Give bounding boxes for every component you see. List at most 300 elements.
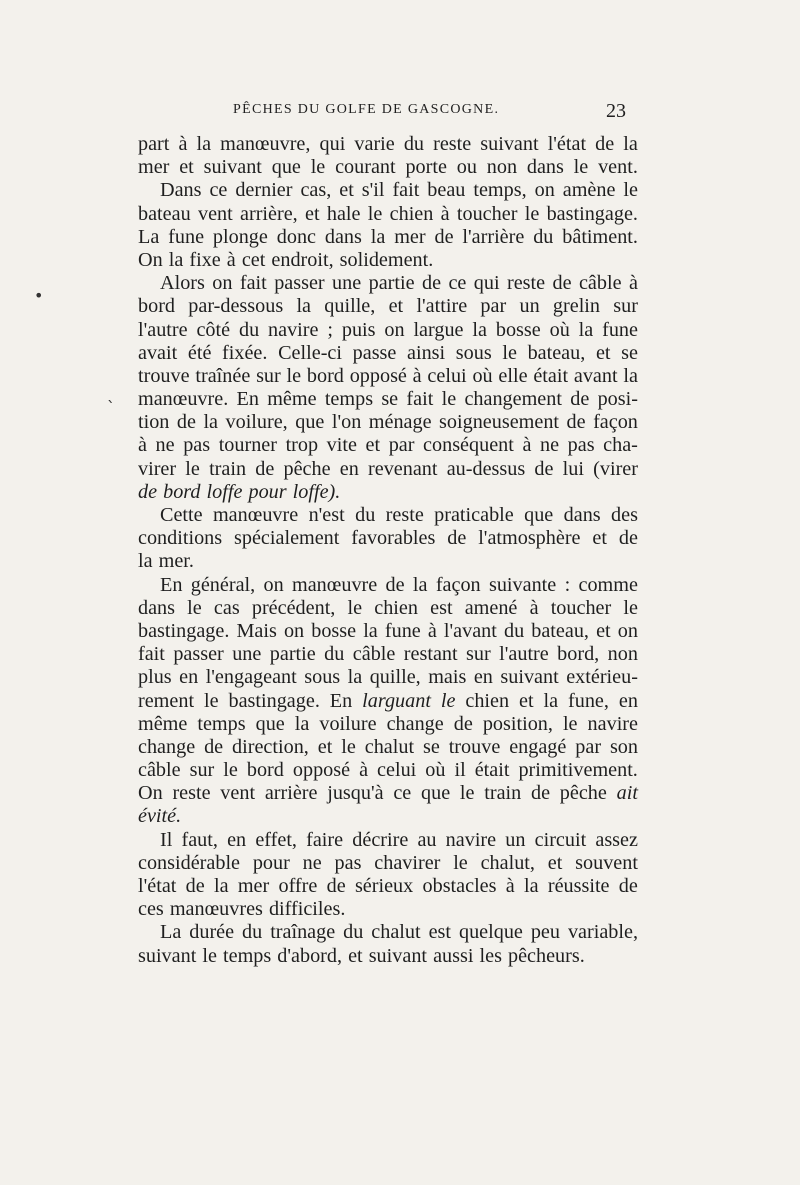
word: En (329, 689, 353, 712)
word: qui (319, 133, 346, 155)
word: pour (252, 851, 290, 874)
running-title: PÊCHES DU GOLFE DE GASCOGNE. (233, 102, 500, 117)
text-line (138, 852, 638, 875)
word: l'autre (138, 318, 188, 341)
word: pas (334, 851, 362, 874)
word: bord (306, 364, 344, 387)
word: conditions (138, 527, 223, 550)
word: mer (237, 875, 270, 897)
word: où (472, 364, 493, 387)
word: extérieu- (566, 666, 638, 689)
word: trouve (448, 735, 501, 758)
word: la (623, 133, 638, 155)
word: l'atmosphère (478, 527, 581, 550)
word: la (296, 295, 312, 318)
word: dans (563, 504, 601, 526)
word: en (227, 828, 247, 851)
word: comme (578, 573, 638, 596)
word: fait (406, 388, 434, 411)
word: navire (587, 712, 638, 735)
word: posi- (597, 388, 638, 411)
word: dans (526, 156, 564, 179)
text-line (138, 945, 638, 968)
word: et (519, 689, 534, 712)
word: sérieux (354, 875, 414, 897)
word: loffe). (292, 480, 341, 503)
word: non (486, 156, 518, 179)
word: rement (138, 689, 195, 712)
word: suivant (500, 666, 559, 689)
word: passer (173, 643, 224, 666)
word: celui (427, 364, 467, 387)
word: même (267, 388, 317, 411)
word: aussi (433, 944, 474, 967)
word: à (178, 133, 188, 155)
word: ce (393, 782, 412, 805)
word: difficiles. (268, 898, 346, 921)
word: le (203, 689, 219, 712)
text-line (138, 342, 638, 365)
word: et (365, 434, 381, 457)
word: pas (183, 434, 211, 457)
word: amène (562, 179, 616, 202)
word: : (564, 573, 571, 596)
word: conséquent (423, 434, 514, 457)
word: des (611, 504, 638, 526)
word: soigneusement (439, 411, 560, 434)
text-line (138, 875, 638, 898)
word: que (271, 156, 301, 179)
word: effet, (255, 828, 297, 851)
word: opposé (349, 364, 407, 387)
text-line (138, 365, 638, 388)
word: quelque (458, 921, 523, 944)
word: son (609, 735, 638, 758)
word: endroit, (271, 248, 334, 271)
word: et (547, 851, 563, 874)
word: navire (268, 318, 319, 341)
word: et (339, 179, 354, 202)
word: on (212, 272, 233, 295)
word: manœuvre (292, 573, 378, 596)
word: décrire (352, 828, 409, 851)
page-number: 23 (606, 100, 626, 122)
word: mais (428, 666, 467, 689)
word: fait (138, 643, 165, 666)
text-line (138, 550, 638, 573)
word: lui (562, 457, 584, 480)
word: On (138, 782, 163, 805)
word: fait (392, 179, 420, 202)
word: une (232, 643, 262, 666)
word: fait (239, 272, 267, 295)
word: tion (138, 411, 170, 434)
word: à (505, 875, 515, 897)
word: suivant (368, 944, 428, 967)
word: suivante (488, 573, 557, 596)
word: part (138, 133, 170, 155)
text-line (138, 203, 638, 226)
word: peu (530, 921, 560, 944)
word: sous (304, 666, 341, 689)
text-line (138, 643, 638, 666)
word: opposé (292, 759, 351, 782)
text-line (138, 272, 638, 295)
word: favorables (351, 527, 436, 550)
word: et (592, 527, 607, 550)
word: puis (341, 318, 376, 341)
word: le (502, 341, 517, 364)
word: celui (377, 759, 417, 782)
word: la (472, 318, 487, 341)
word: fixe (189, 248, 221, 271)
word: à (359, 759, 369, 782)
margin-tick-mark: ` (107, 398, 115, 417)
word: la (543, 689, 559, 712)
word: avant (573, 364, 618, 387)
word: de (385, 573, 405, 596)
word: manœuvres (169, 898, 263, 921)
word: suivant (480, 133, 539, 155)
word: chavirer (374, 851, 441, 874)
word: jusqu'à (327, 782, 384, 805)
word: La (160, 921, 182, 944)
word: manœuvre. (138, 388, 229, 411)
word: de (185, 875, 205, 897)
word: le (440, 689, 456, 712)
word: est (430, 596, 453, 619)
word: la (578, 318, 594, 341)
word: à (529, 596, 539, 619)
word: loffe (206, 480, 243, 503)
word: plus (138, 666, 172, 689)
word: le (459, 782, 475, 805)
word: précédent, (251, 596, 336, 619)
text-line (138, 411, 638, 434)
word: la (294, 712, 310, 735)
word: durée (189, 921, 235, 944)
word: façon (593, 411, 638, 434)
word: suivant (138, 944, 197, 967)
word: de (534, 457, 554, 480)
word: le (223, 759, 238, 782)
word: et (595, 341, 611, 364)
word: un (505, 828, 526, 851)
word: que (295, 411, 325, 434)
word: de (618, 875, 638, 897)
word: suivant (203, 156, 262, 179)
word: temps (197, 712, 246, 735)
word: la (138, 550, 153, 573)
word: cas (213, 596, 240, 619)
word: à (427, 619, 437, 642)
word: non (607, 643, 638, 666)
word: les (479, 944, 502, 967)
word: position, (482, 712, 553, 735)
word: traînage (270, 921, 336, 944)
word: largue (413, 318, 464, 341)
word: souvent (575, 851, 638, 874)
word: cas, (300, 179, 332, 202)
word: le (573, 156, 589, 179)
word: avait (138, 341, 178, 364)
word: arrière (264, 782, 318, 805)
word: le (341, 735, 356, 758)
word: cet (241, 248, 266, 271)
word: vent. (598, 156, 638, 179)
word: vite (326, 434, 357, 457)
word: le (286, 364, 302, 387)
text-line (138, 319, 638, 342)
margin-dot-mark: • (34, 286, 44, 305)
word: et (305, 202, 320, 225)
word: à (522, 434, 532, 457)
word: de (447, 527, 467, 550)
word: vent (220, 782, 256, 805)
word: se (422, 735, 440, 758)
word: du (533, 225, 554, 248)
word: restant (403, 643, 458, 666)
word: bastingage. (138, 619, 230, 642)
word: on (263, 573, 284, 596)
word: que (421, 782, 451, 805)
word: temps (324, 388, 374, 411)
word: le (185, 457, 200, 480)
word: spécialement (234, 527, 340, 550)
text-line (138, 574, 638, 597)
text-line (138, 782, 638, 805)
word: sous (455, 341, 492, 364)
word: fune (384, 619, 421, 642)
word: la (203, 411, 219, 434)
word: traînée (195, 364, 251, 387)
word: reste (506, 272, 546, 295)
word: chalut (371, 921, 421, 944)
word: la (370, 225, 386, 248)
text-line (138, 527, 638, 550)
word: le (524, 202, 540, 225)
word: variable, (567, 921, 638, 944)
word: chien (465, 689, 510, 712)
word: reste (433, 133, 472, 155)
word: direction, (232, 735, 309, 758)
word: train (484, 782, 522, 805)
word: la (412, 573, 428, 596)
word: où (425, 759, 446, 782)
word: Alors (160, 272, 205, 295)
word: bateau, (531, 619, 589, 642)
word: du (324, 643, 345, 666)
word: En (160, 573, 183, 596)
word: le (310, 156, 326, 179)
word: à (138, 434, 147, 457)
text-line (138, 759, 638, 782)
word: bord, (557, 643, 600, 666)
word: de (204, 735, 224, 758)
text-line (138, 921, 638, 944)
word: évité. (138, 805, 182, 828)
text-line (138, 133, 638, 156)
word: bateau (138, 202, 191, 225)
word: l'avant (443, 619, 497, 642)
word: dernier (235, 179, 293, 202)
word: Cette (160, 504, 203, 526)
text-line (138, 295, 638, 318)
word: et (596, 619, 611, 642)
word: elle (498, 364, 528, 387)
word: sur (189, 759, 215, 782)
word: et (348, 944, 363, 967)
word: la (623, 364, 638, 387)
word: pêche (559, 782, 607, 805)
word: chien (374, 596, 418, 619)
text-line (138, 388, 638, 411)
page-header (138, 100, 624, 128)
text-line (138, 829, 638, 852)
word: que (255, 712, 285, 735)
word: sur (613, 295, 638, 318)
word: dans (138, 596, 176, 619)
text-line (138, 156, 638, 179)
text-line (138, 690, 638, 713)
word: de (255, 457, 275, 480)
text-line (138, 805, 638, 828)
word: arrière, (240, 202, 298, 225)
word: l'on (331, 411, 362, 434)
word: on (534, 179, 555, 202)
word: du (503, 619, 525, 642)
word: se (621, 341, 638, 364)
word: on (617, 619, 638, 642)
word: voilure (319, 712, 377, 735)
word: l'attire (416, 295, 468, 318)
word: du (242, 921, 263, 944)
word: solidement. (339, 248, 434, 271)
word: partie (269, 643, 316, 666)
word: change (138, 735, 196, 758)
word: du (355, 504, 376, 526)
word: au-dessus (446, 457, 526, 480)
word: varie (354, 133, 395, 155)
word: en (618, 689, 638, 712)
word: Celle-ci (278, 341, 342, 364)
word: En (236, 388, 259, 411)
word: chalut (364, 735, 415, 758)
word: le (367, 202, 383, 225)
word: ce (448, 272, 467, 295)
word: était (533, 364, 569, 387)
word: ait (616, 782, 638, 805)
word: mer. (158, 550, 194, 573)
text-line (138, 620, 638, 643)
word: la (213, 875, 229, 897)
word: trop (285, 434, 319, 457)
word: le (202, 944, 217, 967)
word: faut, (181, 828, 218, 851)
text-line (138, 666, 638, 689)
word: fune (168, 225, 205, 248)
word: temps, (473, 179, 527, 202)
word: toucher (550, 596, 612, 619)
word: quille, (324, 295, 376, 318)
word: on (283, 619, 305, 642)
word: été (187, 341, 212, 364)
text-line (138, 458, 638, 481)
word: l'état (138, 875, 177, 897)
word: donc (276, 225, 316, 248)
word: le (347, 596, 363, 619)
text-line (138, 736, 638, 759)
text-line (138, 597, 638, 620)
word: au (417, 828, 437, 851)
word: Il (160, 828, 173, 851)
word: du (238, 318, 260, 341)
word: manœuvre (212, 504, 299, 526)
word: le (623, 179, 638, 202)
word: de (566, 411, 586, 434)
word: primitivement. (518, 759, 638, 782)
word: et (388, 295, 404, 318)
word: de (326, 875, 346, 897)
word: courant (335, 156, 396, 179)
word: passer (274, 272, 325, 295)
text-line (138, 898, 638, 921)
word: bateau, (527, 341, 586, 364)
word: reste (385, 504, 424, 526)
word: et (317, 735, 333, 758)
word: la (524, 875, 539, 897)
word: praticable (434, 504, 514, 526)
word: beau (427, 179, 466, 202)
word: ainsi (407, 341, 446, 364)
text-line (138, 713, 638, 736)
word: ne (155, 434, 175, 457)
word: revenant (368, 457, 438, 480)
word: ; (327, 318, 333, 341)
word: On (138, 248, 163, 271)
text-line (138, 434, 638, 457)
word: façon (435, 573, 481, 596)
word: de (421, 272, 442, 295)
word: passe (352, 341, 397, 364)
word: par (388, 434, 415, 457)
word: obstacles (422, 875, 497, 897)
word: ces (138, 898, 164, 921)
word: en (179, 666, 199, 689)
text-line (138, 179, 638, 202)
word: reste (172, 782, 211, 805)
word: temps (223, 944, 272, 967)
word: l'arrière (462, 225, 525, 248)
word: grelin (552, 295, 601, 318)
word: se (381, 388, 399, 411)
word: à (440, 202, 450, 225)
word: on (384, 318, 405, 341)
word: bastingage. (546, 202, 638, 225)
word: partie (368, 272, 415, 295)
word: fune (602, 318, 638, 341)
word: de (434, 225, 454, 248)
word: train (209, 457, 247, 480)
word: amené (464, 596, 518, 619)
word: il (454, 759, 466, 782)
word: n'est (308, 504, 345, 526)
word: circuit (534, 828, 587, 851)
word: toucher (456, 202, 518, 225)
word: hale (326, 202, 361, 225)
word: de (176, 411, 196, 434)
word: virer (138, 457, 177, 480)
